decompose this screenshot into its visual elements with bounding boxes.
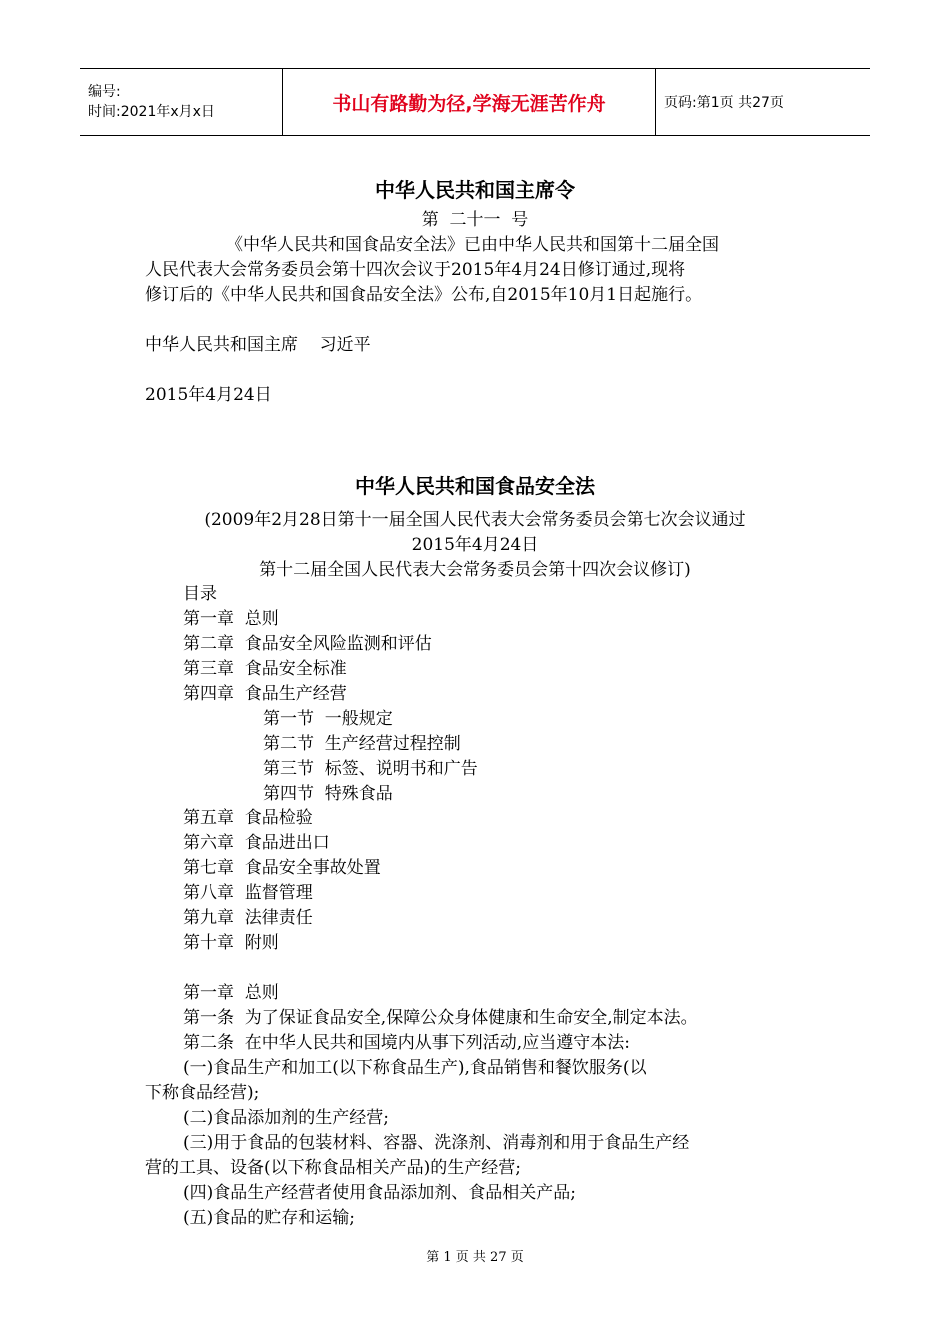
law-note-line: (2009年2月28日第十一届全国人民代表大会常务委员会第七次会议通过 (204, 510, 746, 530)
toc-item: 第六章 食品进出口 (183, 833, 330, 853)
toc-item: 第一章 总则 (183, 609, 279, 629)
article-1: 第一条 为了保证食品安全,保障公众身体健康和生命安全,制定本法。 (183, 1008, 698, 1028)
toc-subitem: 第四节 特殊食品 (263, 784, 393, 804)
toc-item: 第四章 食品生产经营 (183, 684, 347, 704)
article-2-item: 下称食品经营); (145, 1083, 260, 1103)
order-title: 中华人民共和国主席令 (375, 178, 575, 202)
article-2-item: 营的工具、设备(以下称食品相关产品)的生产经营; (145, 1158, 521, 1178)
toc-subitem: 第一节 一般规定 (263, 709, 393, 729)
toc-item: 第九章 法律责任 (183, 908, 313, 928)
page-footer: 第 1 页 共 27 页 (426, 1250, 524, 1265)
time-label: 时间:2021年x月x日 (88, 104, 215, 120)
article-2-item: (五)食品的贮存和运输; (183, 1208, 355, 1228)
toc-subitem: 第二节 生产经营过程控制 (263, 734, 461, 754)
toc-subitem: 第三节 标签、说明书和广告 (263, 759, 478, 779)
toc-item: 第八章 监督管理 (183, 883, 313, 903)
order-body-line: 《中华人民共和国食品安全法》已由中华人民共和国第十二届全国 (226, 235, 719, 255)
header-meta (80, 69, 282, 135)
article-2-item: (二)食品添加剂的生产经营; (183, 1108, 389, 1128)
order-body-line: 人民代表大会常务委员会第十四次会议于2015年4月24日修订通过,现将 (145, 260, 686, 280)
order-body-line: 修订后的《中华人民共和国食品安全法》公布,自2015年10月1日起施行。 (145, 285, 703, 305)
page-header (80, 68, 870, 136)
number-label: 编号: (88, 84, 121, 100)
order-date: 2015年4月24日 (145, 385, 272, 405)
toc-item: 第三章 食品安全标准 (183, 659, 347, 679)
article-2-item: (三)用于食品的包装材料、容器、洗涤剂、消毒剂和用于食品生产经 (183, 1133, 690, 1153)
article-2-item: (四)食品生产经营者使用食品添加剂、食品相关产品; (183, 1183, 576, 1203)
toc-item: 第五章 食品检验 (183, 808, 313, 828)
header-motto (282, 69, 656, 135)
header-page-info: 页码:第1页 共27页 (664, 95, 784, 111)
law-note-line: 第十二届全国人民代表大会常务委员会第十四次会议修订) (259, 560, 691, 580)
law-note-line: 2015年4月24日 (411, 535, 539, 555)
toc-label: 目录 (183, 584, 217, 604)
law-title: 中华人民共和国食品安全法 (355, 474, 595, 498)
toc-item: 第十章 附则 (183, 933, 279, 953)
toc-item: 第七章 食品安全事故处置 (183, 858, 381, 878)
article-2-item: (一)食品生产和加工(以下称食品生产),食品销售和餐饮服务(以 (183, 1058, 647, 1078)
order-signature: 中华人民共和国主席 习近平 (145, 335, 371, 355)
article-2: 第二条 在中华人民共和国境内从事下列活动,应当遵守本法: (183, 1033, 630, 1053)
order-number: 第 二十一 号 (421, 210, 529, 230)
motto-text: 书山有路勤为径,学海无涯苦作舟 (332, 92, 606, 115)
toc-item: 第二章 食品安全风险监测和评估 (183, 634, 432, 654)
chapter-heading: 第一章 总则 (183, 983, 279, 1003)
